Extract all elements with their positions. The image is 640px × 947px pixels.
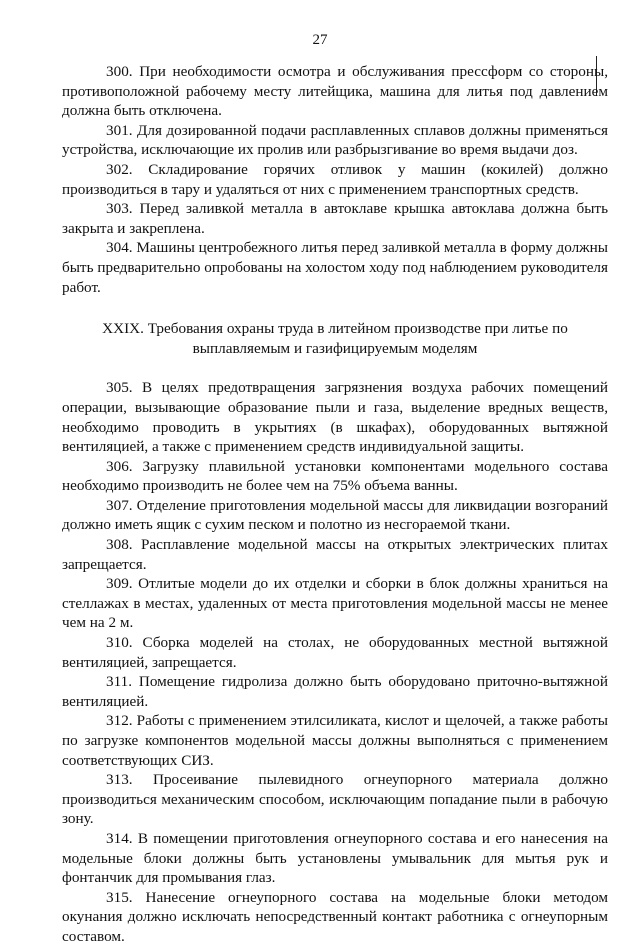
paragraph-308: 308. Расплавление модельной массы на открытых электрических плитах запрещается. — [62, 536, 608, 573]
section-heading-line-2: выплавляемым и газифицируемым моделям — [192, 339, 478, 357]
page-number: 27 — [312, 32, 328, 48]
section-heading — [62, 319, 608, 358]
paragraph-300: 300. При необходимости осмотра и обслуживания прессформ со стороны, противоположной рабочему месту литейщика, машина для литья под давлением должна быть отключена. — [62, 63, 608, 120]
paragraph-313: 313. Просеивание пылевидного огнеупорного материала должно производиться механическим способом, исключающим попадание пыли в рабочую зону. — [62, 771, 608, 828]
paragraph-311: 311. Помещение гидролиза должно быть оборудовано приточно-вытяжной вентиляцией. — [62, 673, 608, 710]
paragraph-312: 312. Работы с применением этилсиликата, кислот и щелочей, а также работы по загрузке компонентов модельной массы должны выполняться с применением соответствующих СИЗ. — [62, 712, 608, 769]
paragraph-315: 315. Нанесение огнеупорного состава на модельные блоки методом окунания должно исключать непосредственный контакт работника с огнеупорным составом. — [62, 888, 608, 945]
paragraph-305: 305. В целях предотвращения загрязнения воздуха рабочих помещений операции, вызывающие образование пыли и газа, выделение вредных веществ, необходимо проводить в укрытиях (в шкафах), оборудованных вытяжной вентиляцией, а также с применением средств индивидуальной защиты. — [62, 379, 608, 456]
paragraph-310: 310. Сборка моделей на столах, не оборудованных местной вытяжной вентиляцией, запрещается. — [62, 634, 608, 671]
paragraph-307: 307. Отделение приготовления модельной массы для ликвидации возгораний должно иметь ящик с сухим песком и полотно из несгораемой ткани. — [62, 496, 608, 534]
paragraph-303: 303. Перед заливкой металла в автоклаве крышка автоклава должна быть закрыта и закреплена. — [62, 200, 608, 237]
paragraph-304: 304. Машины центробежного литья перед заливкой металла в форму должны быть предварительно опробованы на холостом ходу под наблюдением руководителя работ. — [62, 239, 608, 296]
document-body — [62, 62, 608, 947]
paragraph-314: 314. В помещении приготовления огнеупорного состава и его нанесения на модельные блоки должны быть установлены умывальник для мытья рук и фонтанчик для промывания глаз. — [62, 829, 608, 887]
paragraph-301: 301. Для дозированной подачи расплавленных сплавов должны применяться устройства, исключающие их пролив или разбрызгивание во время выдачи доз. — [62, 121, 608, 159]
paragraph-309: 309. Отлитые модели до их отделки и сборки в блок должны храниться на стеллажах в местах, удаленных от места приготовления модельной массы не менее чем на 2 м. — [62, 575, 608, 632]
paragraph-306: 306. Загрузку плавильной установки компонентами модельного состава необходимо производить не более чем на 75% объема ванны. — [62, 457, 608, 495]
section-heading-line-1: XXIX. Требования охраны труда в литейном производстве при литье по — [102, 320, 568, 338]
paragraph-302: 302. Складирование горячих отливок у машин (кокилей) должно производиться в тару и удаляться от них с применением транспортных средств. — [62, 160, 608, 198]
